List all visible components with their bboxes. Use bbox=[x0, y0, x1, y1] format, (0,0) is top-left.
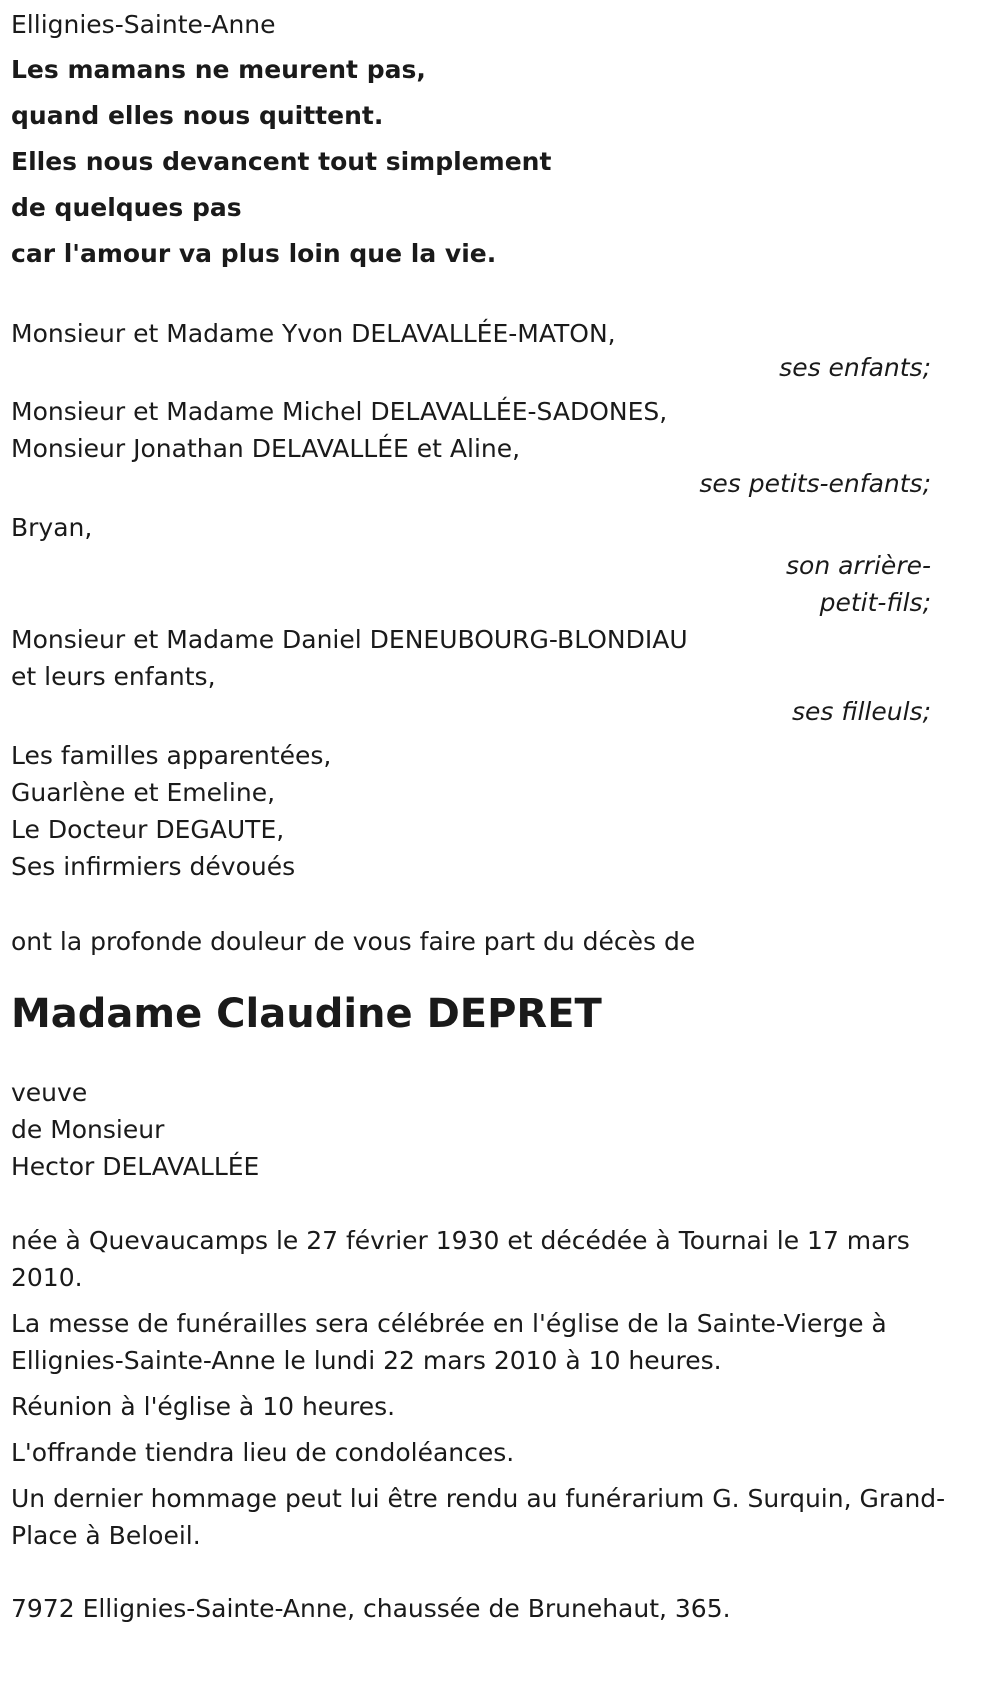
family-group-great-grandson bbox=[11, 509, 989, 621]
funeral-details bbox=[11, 1222, 989, 1554]
birth-death-info: née à Quevaucamps le 27 février 1930 et décédée à Tournai le 17 mars 2010. bbox=[11, 1226, 910, 1292]
family-name-line: Monsieur Jonathan DELAVALLÉE et Aline, bbox=[11, 434, 521, 463]
offering-info: L'offrande tiendra lieu de condoléances. bbox=[11, 1438, 515, 1467]
family-name-line: Le Docteur DEGAUTE, bbox=[11, 815, 285, 844]
family-name-line: Monsieur et Madame Daniel DENEUBOURG-BLONDIAU bbox=[11, 625, 688, 654]
family-group-children bbox=[11, 317, 989, 389]
obituary-notice bbox=[11, 8, 989, 1627]
family-address: 7972 Ellignies-Sainte-Anne, chaussée de Brunehaut, 365. bbox=[11, 1594, 731, 1623]
family-name-line: Les familles apparentées, bbox=[11, 741, 332, 770]
family-group-godchildren bbox=[11, 621, 989, 733]
tribute-info: Un dernier hommage peut lui être rendu au funérarium G. Surquin, Grand-Place à Beloeil. bbox=[11, 1484, 946, 1550]
widow-line: de Monsieur bbox=[11, 1115, 165, 1144]
family-group-others bbox=[11, 737, 989, 885]
relation-label: ses filleuls; bbox=[791, 697, 931, 726]
relation-label: son arrière- bbox=[786, 551, 931, 580]
family-group-grandchildren bbox=[11, 393, 989, 505]
poem-line: Elles nous devancent tout simplement bbox=[11, 147, 552, 176]
widow-line: veuve bbox=[11, 1078, 88, 1107]
funeral-mass-info: La messe de funérailles sera célébrée en l'église de la Sainte-Vierge à Ellignies-Sainte-Anne le lundi 22 mars 2010 à 10 heures. bbox=[11, 1309, 887, 1375]
widow-info bbox=[11, 1074, 989, 1185]
meeting-info: Réunion à l'église à 10 heures. bbox=[11, 1392, 396, 1421]
widow-line: Hector DELAVALLÉE bbox=[11, 1152, 260, 1181]
family-name-line: Bryan, bbox=[11, 513, 93, 542]
family-name-line: et leurs enfants, bbox=[11, 662, 216, 691]
relation-label: ses petits-enfants; bbox=[699, 469, 931, 498]
family-name-line: Ses infirmiers dévoués bbox=[11, 852, 296, 881]
location-header: Ellignies-Sainte-Anne bbox=[11, 10, 276, 39]
poem-line: quand elles nous quittent. bbox=[11, 101, 384, 130]
poem bbox=[11, 46, 989, 277]
family-name-line: Monsieur et Madame Michel DELAVALLÉE-SADONES, bbox=[11, 397, 668, 426]
announcement-text: ont la profonde douleur de vous faire part du décès de bbox=[11, 927, 696, 956]
family-name-line: Guarlène et Emeline, bbox=[11, 778, 276, 807]
deceased-name: Madame Claudine DEPRET bbox=[11, 991, 602, 1037]
poem-line: de quelques pas bbox=[11, 193, 242, 222]
family-name-line: Monsieur et Madame Yvon DELAVALLÉE-MATON, bbox=[11, 319, 616, 348]
relation-label: petit-fils; bbox=[819, 588, 931, 617]
poem-line: Les mamans ne meurent pas, bbox=[11, 55, 426, 84]
poem-line: car l'amour va plus loin que la vie. bbox=[11, 239, 497, 268]
relation-label: ses enfants; bbox=[779, 353, 931, 382]
